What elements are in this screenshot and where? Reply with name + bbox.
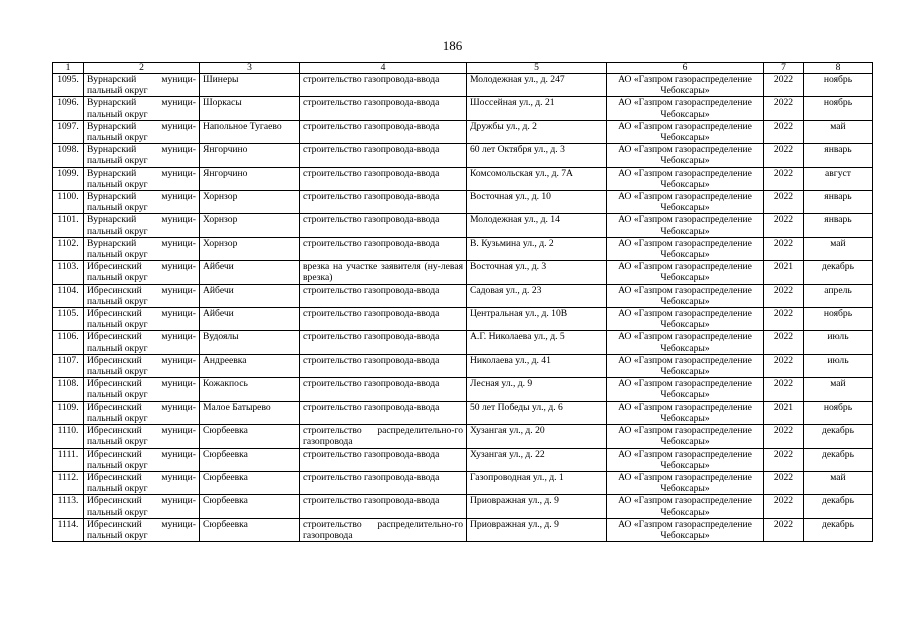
address-cell: Восточная ул., д. 3 bbox=[467, 261, 607, 284]
work-type-cell: строительство газопровода-ввода bbox=[300, 471, 467, 494]
year-cell: 2022 bbox=[764, 214, 804, 237]
organization-cell: АО «Газпром газораспределение Чебоксары» bbox=[607, 495, 764, 518]
organization-cell: АО «Газпром газораспределение Чебоксары» bbox=[607, 518, 764, 541]
table-body bbox=[53, 74, 873, 542]
settlement-cell: Сюрбеевка bbox=[200, 448, 300, 471]
month-cell: апрель bbox=[804, 284, 873, 307]
month-cell: ноябрь bbox=[804, 401, 873, 424]
table-row bbox=[53, 308, 873, 331]
settlement-cell: Янгорчино bbox=[200, 144, 300, 167]
address-cell: Приовражная ул., д. 9 bbox=[467, 518, 607, 541]
settlement-cell: Айбечи bbox=[200, 284, 300, 307]
row-number-cell: 1110. bbox=[53, 425, 84, 448]
settlement-cell: Шинеры bbox=[200, 74, 300, 97]
address-cell: А.Г. Николаева ул., д. 5 bbox=[467, 331, 607, 354]
row-number-cell: 1113. bbox=[53, 495, 84, 518]
organization-cell: АО «Газпром газораспределение Чебоксары» bbox=[607, 378, 764, 401]
row-number-cell: 1098. bbox=[53, 144, 84, 167]
column-header: 5 bbox=[467, 63, 607, 74]
year-cell: 2022 bbox=[764, 518, 804, 541]
work-type-cell: строительство газопровода-ввода bbox=[300, 378, 467, 401]
settlement-cell: Сюрбеевка bbox=[200, 495, 300, 518]
month-cell: декабрь bbox=[804, 518, 873, 541]
work-type-cell: строительство газопровода-ввода bbox=[300, 448, 467, 471]
organization-cell: АО «Газпром газораспределение Чебоксары» bbox=[607, 237, 764, 260]
year-cell: 2021 bbox=[764, 261, 804, 284]
table-row bbox=[53, 378, 873, 401]
organization-cell: АО «Газпром газораспределение Чебоксары» bbox=[607, 284, 764, 307]
district-cell: Вурнарский муници-пальный округ bbox=[84, 97, 200, 120]
gasification-table bbox=[52, 62, 873, 542]
table-row bbox=[53, 425, 873, 448]
month-cell: август bbox=[804, 167, 873, 190]
district-cell: Ибресинский муници-пальный округ bbox=[84, 518, 200, 541]
organization-cell: АО «Газпром газораспределение Чебоксары» bbox=[607, 191, 764, 214]
settlement-cell: Хорнзор bbox=[200, 237, 300, 260]
year-cell: 2022 bbox=[764, 448, 804, 471]
district-cell: Ибресинский муници-пальный округ bbox=[84, 378, 200, 401]
month-cell: декабрь bbox=[804, 261, 873, 284]
address-cell: Шоссейная ул., д. 21 bbox=[467, 97, 607, 120]
work-type-cell: строительство газопровода-ввода bbox=[300, 214, 467, 237]
month-cell: ноябрь bbox=[804, 308, 873, 331]
district-cell: Вурнарский муници-пальный округ bbox=[84, 120, 200, 143]
row-number-cell: 1102. bbox=[53, 237, 84, 260]
month-cell: январь bbox=[804, 144, 873, 167]
district-cell: Ибресинский муници-пальный округ bbox=[84, 401, 200, 424]
row-number-cell: 1107. bbox=[53, 354, 84, 377]
table-row bbox=[53, 471, 873, 494]
column-header: 1 bbox=[53, 63, 84, 74]
district-cell: Ибресинский муници-пальный округ bbox=[84, 354, 200, 377]
year-cell: 2022 bbox=[764, 191, 804, 214]
work-type-cell: врезка на участке заявителя (ну-левая врезка) bbox=[300, 261, 467, 284]
organization-cell: АО «Газпром газораспределение Чебоксары» bbox=[607, 74, 764, 97]
row-number-cell: 1106. bbox=[53, 331, 84, 354]
year-cell: 2022 bbox=[764, 284, 804, 307]
work-type-cell: строительство газопровода-ввода bbox=[300, 74, 467, 97]
settlement-cell: Андреевка bbox=[200, 354, 300, 377]
work-type-cell: строительство газопровода-ввода bbox=[300, 120, 467, 143]
work-type-cell: строительство газопровода-ввода bbox=[300, 495, 467, 518]
organization-cell: АО «Газпром газораспределение Чебоксары» bbox=[607, 308, 764, 331]
work-type-cell: строительство газопровода-ввода bbox=[300, 144, 467, 167]
address-cell: Молодежная ул., д. 14 bbox=[467, 214, 607, 237]
work-type-cell: строительство газопровода-ввода bbox=[300, 354, 467, 377]
address-cell: Молодежная ул., д. 247 bbox=[467, 74, 607, 97]
address-cell: Дружбы ул., д. 2 bbox=[467, 120, 607, 143]
address-cell: Лесная ул., д. 9 bbox=[467, 378, 607, 401]
organization-cell: АО «Газпром газораспределение Чебоксары» bbox=[607, 448, 764, 471]
district-cell: Вурнарский муници-пальный округ bbox=[84, 144, 200, 167]
table-row bbox=[53, 284, 873, 307]
district-cell: Вурнарский муници-пальный округ bbox=[84, 74, 200, 97]
district-cell: Ибресинский муници-пальный округ bbox=[84, 331, 200, 354]
year-cell: 2022 bbox=[764, 471, 804, 494]
row-number-cell: 1097. bbox=[53, 120, 84, 143]
district-cell: Вурнарский муници-пальный округ bbox=[84, 214, 200, 237]
month-cell: декабрь bbox=[804, 495, 873, 518]
settlement-cell: Янгорчино bbox=[200, 167, 300, 190]
column-header: 2 bbox=[84, 63, 200, 74]
address-cell: Восточная ул., д. 10 bbox=[467, 191, 607, 214]
address-cell: 50 лет Победы ул., д. 6 bbox=[467, 401, 607, 424]
table-row bbox=[53, 401, 873, 424]
address-cell: Газопроводная ул., д. 1 bbox=[467, 471, 607, 494]
row-number-cell: 1109. bbox=[53, 401, 84, 424]
year-cell: 2022 bbox=[764, 354, 804, 377]
district-cell: Ибресинский муници-пальный округ bbox=[84, 495, 200, 518]
row-number-cell: 1112. bbox=[53, 471, 84, 494]
column-header: 6 bbox=[607, 63, 764, 74]
month-cell: январь bbox=[804, 191, 873, 214]
organization-cell: АО «Газпром газораспределение Чебоксары» bbox=[607, 120, 764, 143]
table-row bbox=[53, 518, 873, 541]
address-cell: Хузангая ул., д. 20 bbox=[467, 425, 607, 448]
table-row bbox=[53, 261, 873, 284]
address-cell: Комсомольская ул., д. 7А bbox=[467, 167, 607, 190]
row-number-cell: 1105. bbox=[53, 308, 84, 331]
address-cell: Приовражная ул., д. 9 bbox=[467, 495, 607, 518]
organization-cell: АО «Газпром газораспределение Чебоксары» bbox=[607, 425, 764, 448]
address-cell: Николаева ул., д. 41 bbox=[467, 354, 607, 377]
row-number-cell: 1103. bbox=[53, 261, 84, 284]
work-type-cell: строительство газопровода-ввода bbox=[300, 401, 467, 424]
year-cell: 2022 bbox=[764, 144, 804, 167]
address-cell: 60 лет Октября ул., д. 3 bbox=[467, 144, 607, 167]
table-row bbox=[53, 97, 873, 120]
year-cell: 2022 bbox=[764, 331, 804, 354]
settlement-cell: Айбечи bbox=[200, 308, 300, 331]
settlement-cell: Шоркасы bbox=[200, 97, 300, 120]
month-cell: июль bbox=[804, 331, 873, 354]
year-cell: 2022 bbox=[764, 74, 804, 97]
settlement-cell: Айбечи bbox=[200, 261, 300, 284]
page-number: 186 bbox=[442, 38, 463, 53]
organization-cell: АО «Газпром газораспределение Чебоксары» bbox=[607, 97, 764, 120]
organization-cell: АО «Газпром газораспределение Чебоксары» bbox=[607, 331, 764, 354]
organization-cell: АО «Газпром газораспределение Чебоксары» bbox=[607, 471, 764, 494]
settlement-cell: Вудоялы bbox=[200, 331, 300, 354]
month-cell: июль bbox=[804, 354, 873, 377]
column-header: 8 bbox=[804, 63, 873, 74]
row-number-cell: 1100. bbox=[53, 191, 84, 214]
organization-cell: АО «Газпром газораспределение Чебоксары» bbox=[607, 401, 764, 424]
month-cell: ноябрь bbox=[804, 97, 873, 120]
organization-cell: АО «Газпром газораспределение Чебоксары» bbox=[607, 214, 764, 237]
year-cell: 2022 bbox=[764, 167, 804, 190]
column-header: 4 bbox=[300, 63, 467, 74]
year-cell: 2021 bbox=[764, 401, 804, 424]
work-type-cell: строительство газопровода-ввода bbox=[300, 308, 467, 331]
row-number-cell: 1095. bbox=[53, 74, 84, 97]
column-header: 3 bbox=[200, 63, 300, 74]
district-cell: Ибресинский муници-пальный округ bbox=[84, 448, 200, 471]
month-cell: декабрь bbox=[804, 425, 873, 448]
address-cell: Хузангая ул., д. 22 bbox=[467, 448, 607, 471]
settlement-cell: Малое Батырево bbox=[200, 401, 300, 424]
settlement-cell: Сюрбеевка bbox=[200, 518, 300, 541]
table-row bbox=[53, 144, 873, 167]
table-row bbox=[53, 74, 873, 97]
table-row bbox=[53, 448, 873, 471]
settlement-cell: Сюрбеевка bbox=[200, 471, 300, 494]
organization-cell: АО «Газпром газораспределение Чебоксары» bbox=[607, 354, 764, 377]
work-type-cell: строительство газопровода-ввода bbox=[300, 237, 467, 260]
settlement-cell: Хорнзор bbox=[200, 191, 300, 214]
table-row bbox=[53, 237, 873, 260]
month-cell: январь bbox=[804, 214, 873, 237]
year-cell: 2022 bbox=[764, 425, 804, 448]
table-row bbox=[53, 120, 873, 143]
table-row bbox=[53, 214, 873, 237]
district-cell: Вурнарский муници-пальный округ bbox=[84, 191, 200, 214]
work-type-cell: строительство газопровода-ввода bbox=[300, 167, 467, 190]
work-type-cell: строительство газопровода-ввода bbox=[300, 191, 467, 214]
district-cell: Ибресинский муници-пальный округ bbox=[84, 284, 200, 307]
district-cell: Вурнарский муници-пальный округ bbox=[84, 237, 200, 260]
settlement-cell: Сюрбеевка bbox=[200, 425, 300, 448]
organization-cell: АО «Газпром газораспределение Чебоксары» bbox=[607, 167, 764, 190]
row-number-cell: 1101. bbox=[53, 214, 84, 237]
district-cell: Ибресинский муници-пальный округ bbox=[84, 471, 200, 494]
month-cell: декабрь bbox=[804, 448, 873, 471]
address-cell: Садовая ул., д. 23 bbox=[467, 284, 607, 307]
month-cell: май bbox=[804, 471, 873, 494]
month-cell: май bbox=[804, 120, 873, 143]
row-number-cell: 1099. bbox=[53, 167, 84, 190]
year-cell: 2022 bbox=[764, 495, 804, 518]
table-row bbox=[53, 331, 873, 354]
row-number-cell: 1096. bbox=[53, 97, 84, 120]
organization-cell: АО «Газпром газораспределение Чебоксары» bbox=[607, 144, 764, 167]
district-cell: Ибресинский муници-пальный округ bbox=[84, 308, 200, 331]
settlement-cell: Хорнзор bbox=[200, 214, 300, 237]
work-type-cell: строительство газопровода-ввода bbox=[300, 284, 467, 307]
work-type-cell: строительство газопровода-ввода bbox=[300, 331, 467, 354]
year-cell: 2022 bbox=[764, 237, 804, 260]
column-number-row bbox=[53, 63, 873, 74]
settlement-cell: Кожакпось bbox=[200, 378, 300, 401]
organization-cell: АО «Газпром газораспределение Чебоксары» bbox=[607, 261, 764, 284]
address-cell: В. Кузьмина ул., д. 2 bbox=[467, 237, 607, 260]
row-number-cell: 1104. bbox=[53, 284, 84, 307]
district-cell: Ибресинский муници-пальный округ bbox=[84, 425, 200, 448]
settlement-cell: Напольное Тугаево bbox=[200, 120, 300, 143]
month-cell: ноябрь bbox=[804, 74, 873, 97]
table-row bbox=[53, 191, 873, 214]
row-number-cell: 1108. bbox=[53, 378, 84, 401]
address-cell: Центральная ул., д. 10В bbox=[467, 308, 607, 331]
column-header: 7 bbox=[764, 63, 804, 74]
work-type-cell: строительство газопровода-ввода bbox=[300, 97, 467, 120]
year-cell: 2022 bbox=[764, 120, 804, 143]
row-number-cell: 1114. bbox=[53, 518, 84, 541]
year-cell: 2022 bbox=[764, 97, 804, 120]
district-cell: Вурнарский муници-пальный округ bbox=[84, 167, 200, 190]
table-row bbox=[53, 167, 873, 190]
month-cell: май bbox=[804, 237, 873, 260]
district-cell: Ибресинский муници-пальный округ bbox=[84, 261, 200, 284]
month-cell: май bbox=[804, 378, 873, 401]
year-cell: 2022 bbox=[764, 378, 804, 401]
table-row bbox=[53, 354, 873, 377]
table-row bbox=[53, 495, 873, 518]
year-cell: 2022 bbox=[764, 308, 804, 331]
work-type-cell: строительство распределительно-го газопровода bbox=[300, 518, 467, 541]
row-number-cell: 1111. bbox=[53, 448, 84, 471]
work-type-cell: строительство распределительно-го газопровода bbox=[300, 425, 467, 448]
